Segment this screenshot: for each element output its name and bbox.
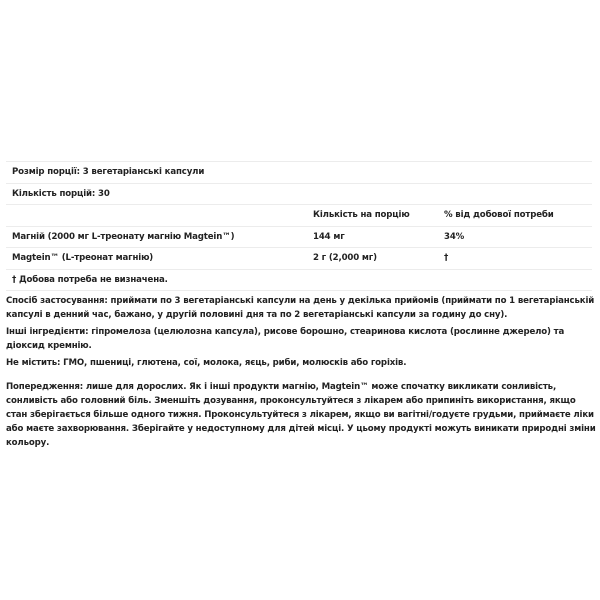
nutrient-daily-value: † [444,253,449,264]
nutrient-daily-value: 34% [444,231,465,242]
table-row [6,227,592,249]
nutrient-name: Magtein™ (L-треонат магнію) [12,253,154,264]
nutrient-amount: 2 г (2,000 мг) [313,253,377,264]
nutrient-amount: 144 мг [313,231,345,242]
header-daily-value: % від добової потреби [444,210,554,221]
supplement-facts-table [6,161,592,291]
table-row [6,248,592,270]
serving-size-row [6,162,592,184]
warning-text: Попередження: лише для дорослих. Як і інші продукти магнію, Magtein™ може спочатку викликати сонливість, сонливість або головний біль. Зменшіть дозування, проконсультуйтеся з лікарем або припиніть використання, якщо стан зберігається більше одного тижня. Проконсультуйтеся з лікарем, якщо ви вагітні/годуєте грудьми, приймаєте ліки або маєте захворювання. Зберігайте у недоступному для дітей місці. У цьому продукті можуть виникати природні зміни кольору. [6,382,596,448]
header-amount: Кількість на порцію [313,210,410,221]
nutrient-name: Магній (2000 мг L-треонату магнію Magtein™) [12,231,235,242]
serving-size-text: Розмір порції: 3 вегетаріанські капсули [12,167,205,178]
free-from-statement: Не містить: ГМО, пшениці, глютена, сої, молока, яєць, риби, молюсків або горіхів. [6,358,407,368]
table-header-row [6,205,592,227]
usage-directions: Спосіб застосування: приймати по 3 вегетаріанські капсули на день у декілька прийомів (приймати по 1 вегетаріанській капсулі в денний час, бажано, у другій половині дня та по 2 вегетаріанські капсули за годину до сну). [6,296,595,320]
footnote-text: † Добова потреба не визначена. [12,274,168,285]
other-ingredients: Інші інгредієнти: гіпромелоза (целюлозна капсула), рисове борошно, стеаринова кислота (рослинне джерело) та діоксид кремнію. [6,327,565,351]
servings-count-text: Кількість порцій: 30 [12,188,110,199]
footnote-row [6,270,592,292]
servings-count-row [6,184,592,206]
